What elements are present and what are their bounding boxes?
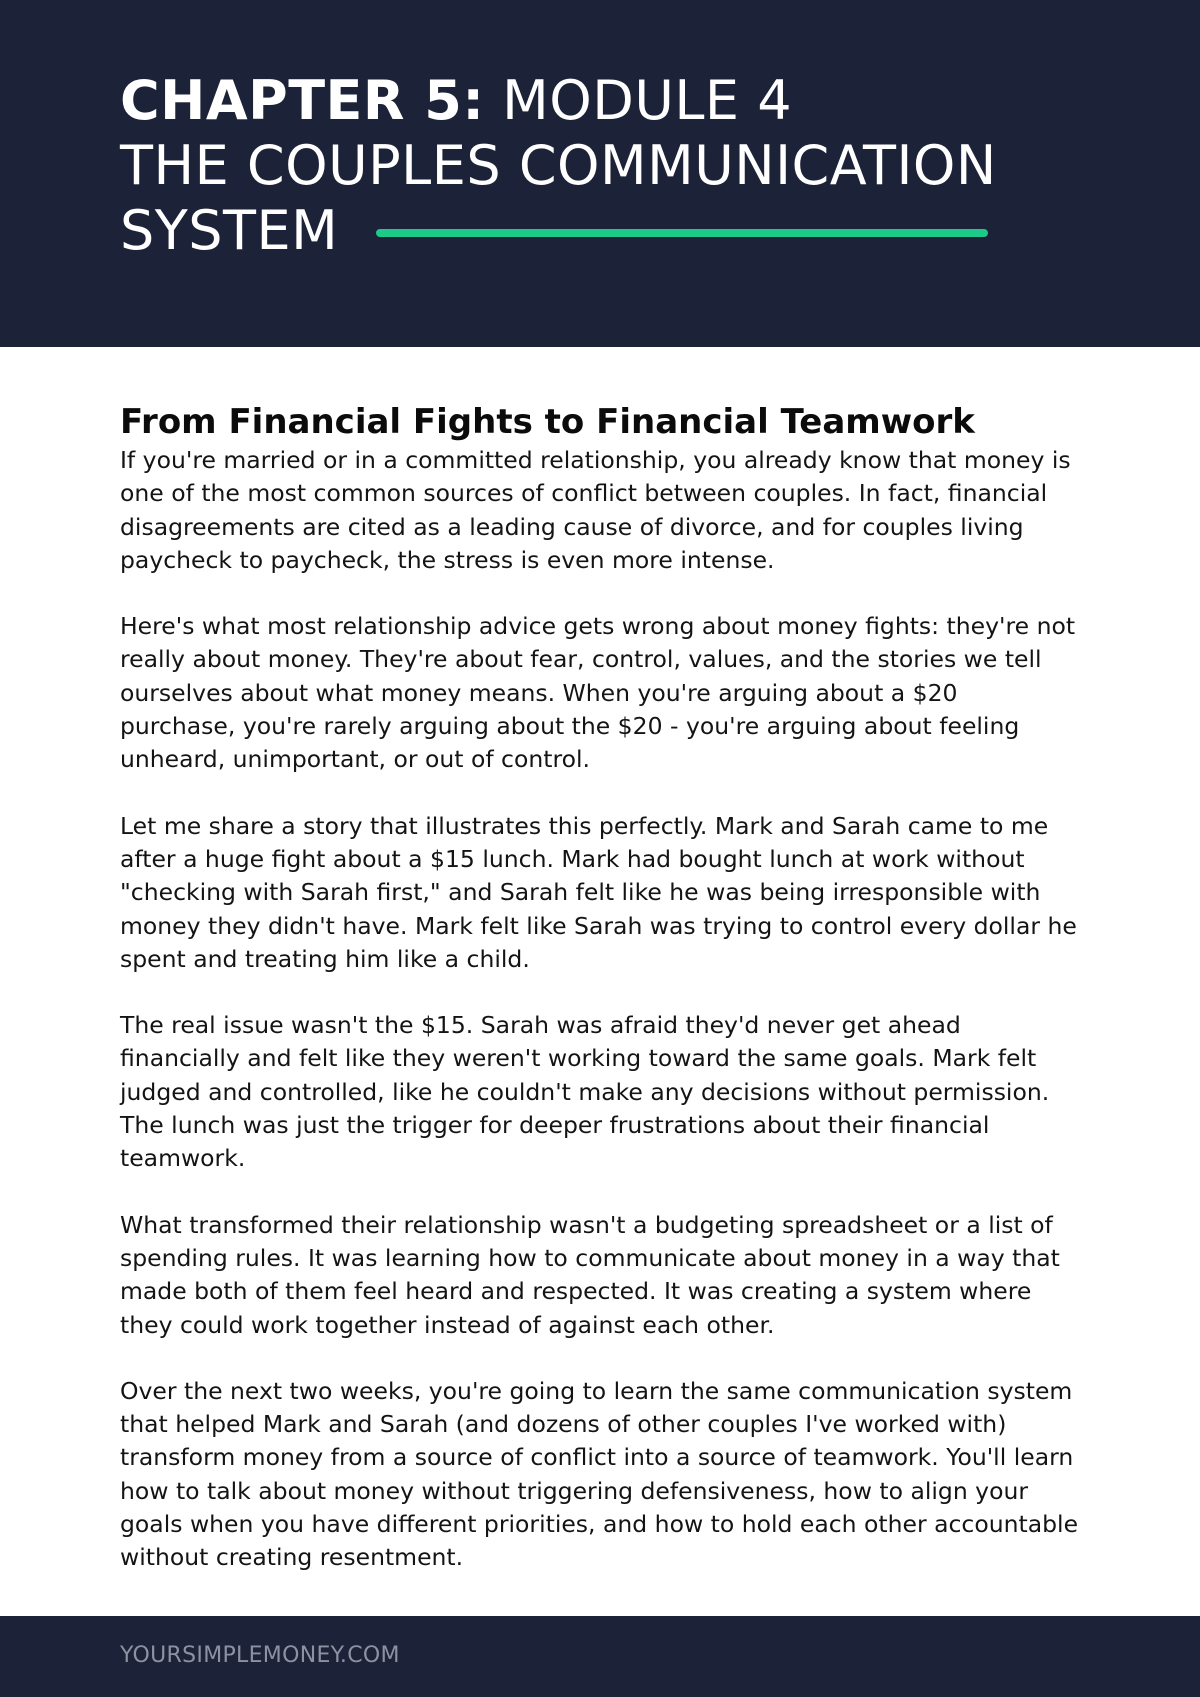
footer-site-name: YOURSIMPLEMONEY.COM — [120, 1643, 400, 1668]
paragraph-1: If you're married or in a committed relationship, you already know that money is one of the most common sources of conflict between couples. In fact, financial disagreements are cited as a leading cause of divorce, and for couples living paycheck to paycheck, the stress is even more intense. — [120, 446, 1071, 574]
paragraph-2: Here's what most relationship advice gets wrong about money fights: they're not really about money. They're about fear, control, values, and the stories we tell ourselves about what money means. When you're arguing about a $20 purchase, you're rarely arguing about the $20 - you're arguing about feeling unheard, unimportant, or out of control. — [120, 612, 1076, 774]
chapter-label: CHAPTER 5: — [120, 69, 485, 132]
page-footer — [0, 1616, 1200, 1697]
title-line-3 — [120, 198, 1100, 263]
paragraph-6: Over the next two weeks, you're going to learn the same communication system that helped Mark and Sarah (and dozens of other couples I've worked with) transform money from a source of conflict into a source of teamwork. You'll learn how to talk about money without triggering defensiveness, how to align your goals when you have different priorities, and how to hold each other accountable without creating resentment. — [120, 1376, 1079, 1572]
paragraph-5: What transformed their relationship wasn't a budgeting spreadsheet or a list of spending rules. It was learning how to communicate about money in a way that made both of them feel heard and respected. It was creating a system where they could work together instead of against each other. — [120, 1210, 1060, 1339]
chapter-header — [0, 0, 1200, 347]
module-label: MODULE 4 — [502, 69, 793, 132]
accent-bar — [376, 229, 988, 237]
title-line-2: THE COUPLES COMMUNICATION — [120, 134, 997, 197]
paragraph-4: The real issue wasn't the $15. Sarah was afraid they'd never get ahead financially and felt like they weren't working toward the same goals. Mark felt judged and controlled, like he couldn't make any decisions without permission. The lunch was just the trigger for deeper frustrations about their financial teamwork. — [120, 1011, 1050, 1173]
main-content — [120, 400, 1080, 1608]
title-line-1 — [120, 68, 1100, 133]
title-line-3-text: SYSTEM — [120, 199, 339, 262]
section-title: From Financial Fights to Financial Teamwork — [120, 402, 975, 442]
paragraph-3: Let me share a story that illustrates this perfectly. Mark and Sarah came to me after a huge fight about a $15 lunch. Mark had bought lunch at work without "checking with Sarah first," and Sarah felt like he was being irresponsible with money they didn't have. Mark felt like Sarah was trying to control every dollar he spent and treating him like a child. — [120, 811, 1077, 973]
chapter-title — [120, 68, 1100, 263]
